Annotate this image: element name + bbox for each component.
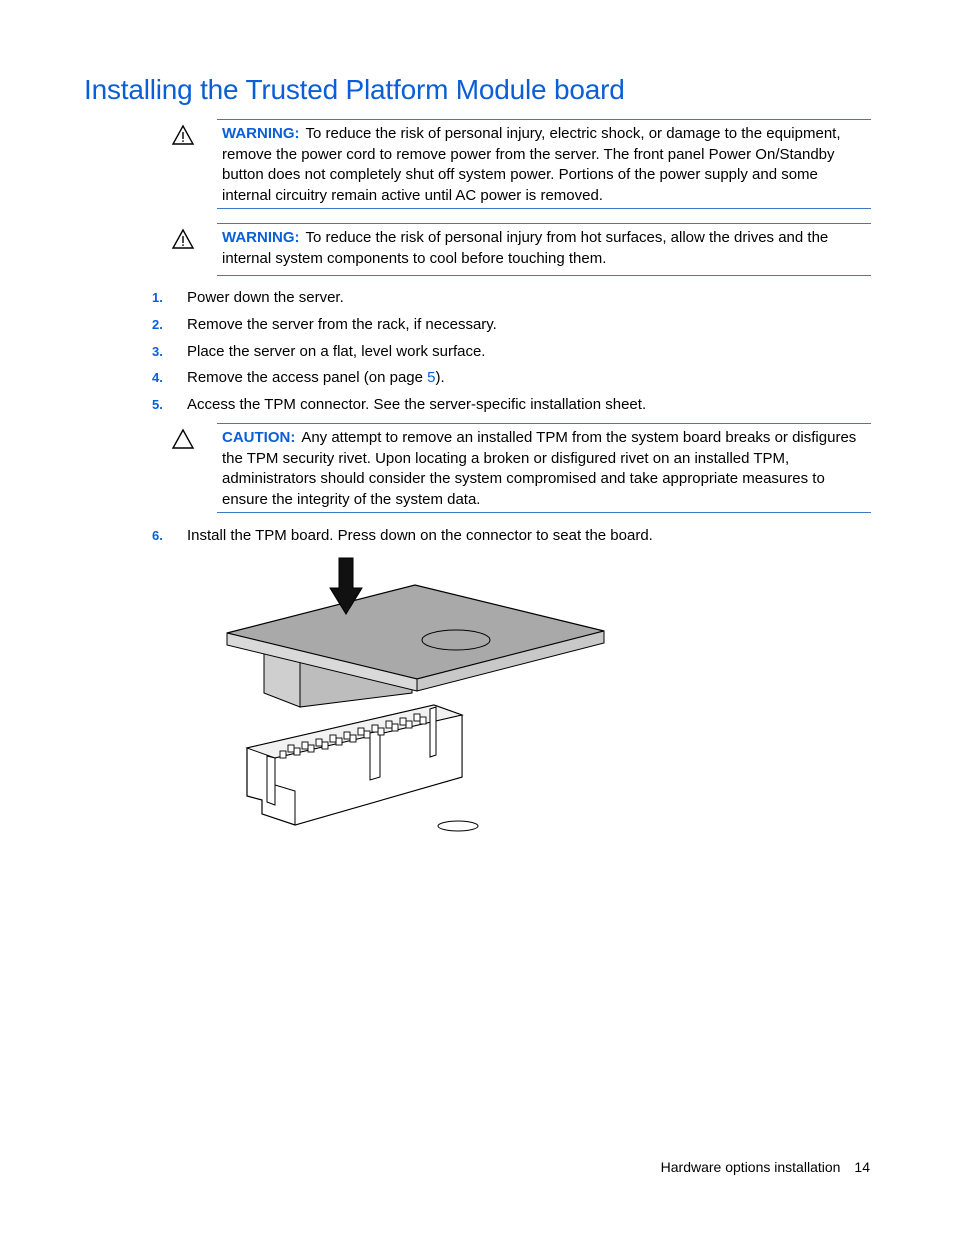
step-text: Install the TPM board. Press down on the connector to seat the board. (187, 527, 653, 544)
page-footer (661, 1159, 870, 1175)
page-number: 14 (854, 1159, 870, 1175)
step-text: Place the server on a flat, level work surface. (187, 343, 486, 360)
step-number: 2. (152, 317, 163, 332)
step-number: 5. (152, 397, 163, 412)
page-title: Installing the Trusted Platform Module board (84, 74, 625, 105)
page-link[interactable]: 5 (427, 369, 436, 386)
warning-notice (217, 119, 871, 209)
step-text: Access the TPM connector. See the server-specific installation sheet. (187, 396, 647, 413)
step-number: 4. (152, 370, 163, 385)
warning-notice (217, 223, 871, 276)
step-text (187, 369, 445, 386)
warning-text: To reduce the risk of personal injury from hot surfaces, allow the drives and the internal system components to cool before touching them. (222, 229, 829, 267)
step-text-before: Remove the access panel (on page (187, 369, 428, 386)
warning-text: To reduce the risk of personal injury, electric shock, or damage to the equipment, remove the power cord to remove power from the server. The front panel Power On/Standby button does not completely shut off system power. Portions of the power supply and some internal circuitry remain active until AC power is removed. (222, 125, 841, 204)
footer-section-title: Hardware options installation (660, 1159, 841, 1175)
caution-label: CAUTION: (222, 429, 296, 446)
step-text-after: ). (435, 369, 445, 386)
warning-label: WARNING: (222, 125, 300, 142)
step-number: 6. (152, 528, 163, 543)
warning-triangle-icon (171, 124, 195, 146)
step-number: 1. (152, 290, 163, 305)
warning-label: WARNING: (222, 229, 300, 246)
warning-triangle-icon (171, 228, 195, 250)
caution-text: Any attempt to remove an installed TPM from the system board breaks or disfigures the TPM security rivet. Upon locating a broken or disfigured rivet on an installed TPM, administrators should consider the system compromised and take appropriate measures to ensure the integrity of the system data. (222, 429, 857, 508)
step-text: Power down the server. (187, 289, 344, 306)
step-number: 3. (152, 344, 163, 359)
caution-notice (217, 423, 871, 513)
caution-triangle-icon (171, 428, 195, 450)
step-text: Remove the server from the rack, if necessary. (187, 316, 497, 333)
tpm-board-installation-illustration (222, 555, 612, 840)
